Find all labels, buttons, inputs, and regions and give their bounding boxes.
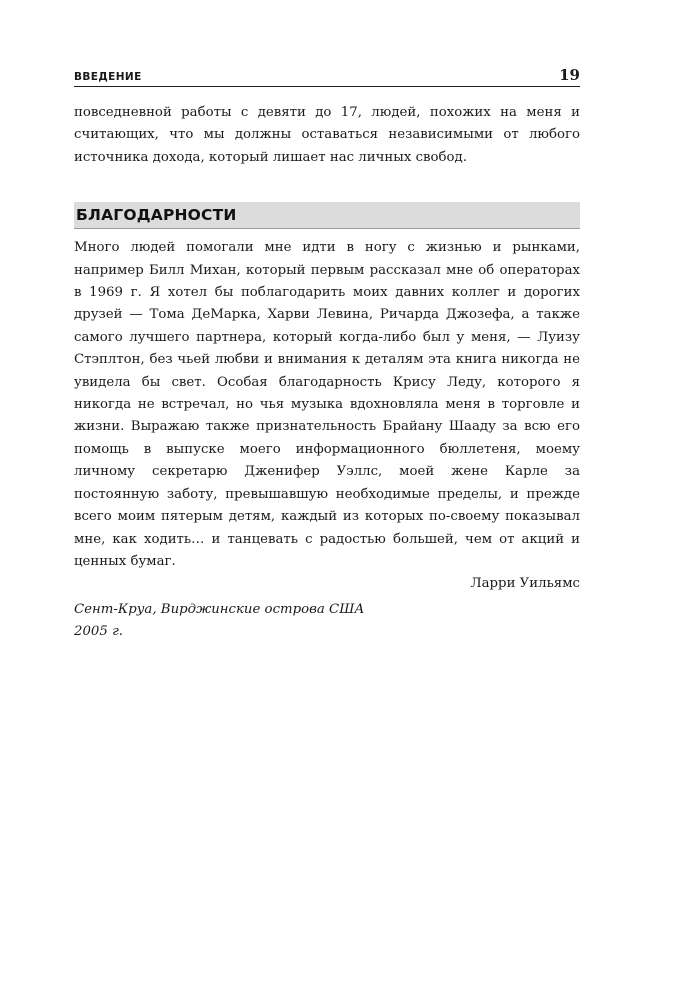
- running-head: [74, 60, 580, 87]
- intro-paragraph: повседневной работы с девяти до 17, людей, похожих на меня и считающих, что мы должны оставаться независимыми от любого источника дохода, который лишает нас личных свобод.: [74, 105, 580, 165]
- place-line: Сент-Круа, Вирджинские острова США: [74, 601, 365, 617]
- page-number: 19: [559, 66, 580, 84]
- book-page: [74, 60, 580, 644]
- acknowledgements-paragraph: Много людей помогали мне идти в ногу с жизнью и рынками, например Билл Михан, который первым рассказал мне об операторах в 1969 г. Я хотел бы поблагодарить моих давних коллег и дорогих друзей — Тома ДеМарка, Харви Левина, Ричарда Джозефа, а также самого лучшего партнера, который когда-либо был у меня, — Луизу Стэплтон, без чьей любви и внимания к деталям эта книга никогда не увидела бы свет. Особая благодарность Крису Леду, которого я никогда не встречал, но чья музыка вдохновляла меня в торговле и жизни. Выражаю также признательность Брайану Шааду за всю его помощь в выпуске моего информационного бюллетеня, моему личному секретарю Дженифер Уэллс, моей жене Карле за постоянную заботу, превышавшую необходимые пределы, и прежде всего моим пятерым детям, каждый из которых по-своему показывал мне, как ходить… и танцевать с радостью большей, чем от акций и ценных бумаг.: [74, 240, 580, 569]
- section-heading: БЛАГОДАРНОСТИ: [74, 202, 580, 229]
- year-line: 2005 г.: [74, 624, 124, 640]
- author-signature: Ларри Уильямс: [470, 576, 580, 592]
- chapter-title: ВВЕДЕНИЕ: [74, 70, 142, 83]
